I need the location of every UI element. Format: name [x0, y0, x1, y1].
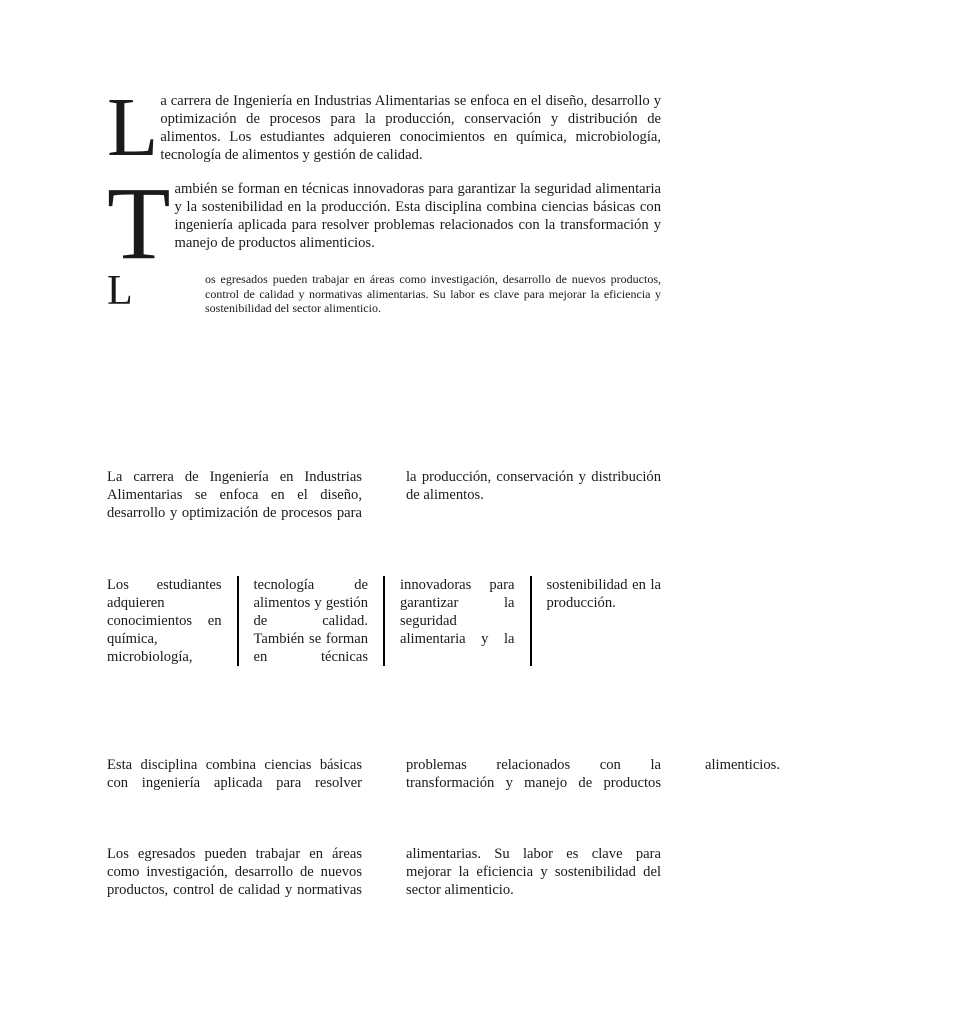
drop-cap-l: L — [107, 81, 159, 174]
two-column-text: La carrera de Ingeniería en Industrias Alimentarias se enfoca en el diseño, desarrollo y optimización de procesos para la producción, conservación y distribución de alimentos. — [107, 469, 661, 521]
two-column-section — [107, 468, 661, 524]
paragraph-1-text: a carrera de Ingeniería en Industrias Alimentarias se enfoca en el diseño, desarrollo y optimización de procesos para la producción, conservación y distribución de alimentos. Los estudiantes adquieren conocimientos en química, microbiología, tecnología de alimentos y gestión de calidad. — [160, 93, 661, 163]
four-column-text: Los estudiantes adquieren conocimientos en química, microbiología, tecnología de alimentos y gestión de calidad. También se forman en técnicas innovadoras para garantizar la seguridad alimentaria y la sostenibilidad en la producción. — [107, 577, 661, 665]
paragraph-3-text: os egresados pueden trabajar en áreas como investigación, desarrollo de nuevos productos, control de calidad y normativas alimentarias. Su labor es clave para mejorar la eficiencia y sostenibilidad del sector alimenticio. — [205, 272, 661, 315]
two-column-c-text: Los egresados pueden trabajar en áreas como investigación, desarrollo de nuevos productos, control de calidad y normativas alimentarias. Su labor es clave para mejorar la eficiencia y sostenibilidad del sector alimenticio. — [107, 846, 661, 898]
paragraph-2-text: ambién se forman en técnicas innovadoras para garantizar la seguridad alimentaria y la sostenibilidad en la producción. Esta disciplina combina ciencias básicas con ingeniería aplicada para resolver problemas relacionados con la transformación y manejo de productos alimenticios. — [174, 181, 661, 251]
paragraph-3 — [107, 268, 661, 316]
drop-cap-t: T — [107, 166, 171, 281]
paragraph-1 — [107, 81, 661, 174]
drop-cap-l-small: L — [107, 268, 133, 314]
two-column-section-b — [107, 756, 780, 792]
two-column-section-c — [107, 845, 661, 901]
paragraph-2 — [107, 166, 661, 281]
two-column-b-text: Esta disciplina combina ciencias básicas con ingeniería aplicada para resolver problemas relacionados con la transformación y manejo de productos alimenticios. — [107, 757, 780, 791]
four-column-section — [107, 576, 661, 666]
